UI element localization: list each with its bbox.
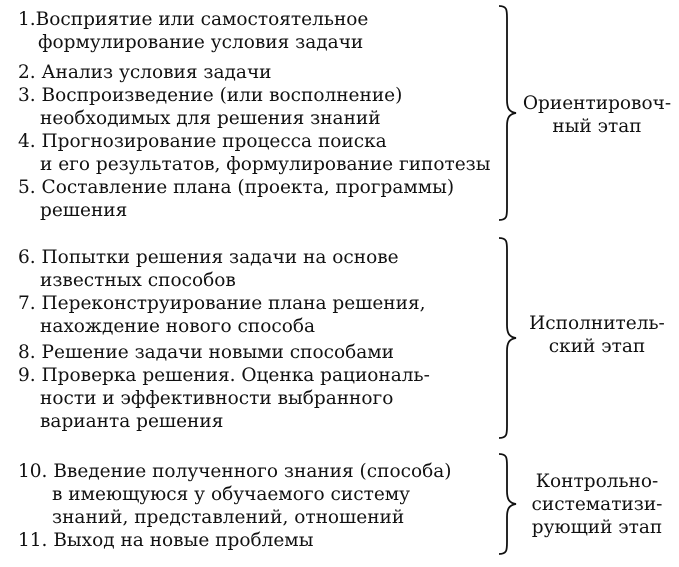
stage-label-line: ский этап [548,336,646,357]
step-number: 6. [18,247,36,268]
step-number: 7. [18,293,36,314]
step-number: 8. [18,342,36,363]
step-number: 10. [18,461,48,482]
step-11 [0,529,500,552]
stage-label-executive [522,312,672,358]
step-number: 11. [18,530,48,551]
step-2 [0,61,500,84]
step-text: Попытки решения задачи на основе [41,247,399,268]
step-text-continued: знаний, представлений, отношений [52,507,405,528]
step-text: Анализ условия задачи [41,62,272,83]
step-text: Решение задачи новыми способами [41,342,394,363]
stage-label-orienting [522,92,672,138]
step-number: 3. [18,85,36,106]
step-text: Выход на новые проблемы [53,530,314,551]
step-text: Восприятие или самостоятельное [35,9,369,30]
step-10 [0,460,500,529]
step-text-continued: необходимых для решения знаний [40,108,381,129]
stage-label-line: Контрольно- [535,471,659,492]
step-6 [0,246,500,292]
step-text: Составление плана (проекта, программы) [41,177,455,198]
step-8 [0,341,500,364]
step-text-continued: ности и эффективности выбранного [40,388,394,409]
stage-label-line: рующий этап [531,517,663,538]
stage-label-line: ный этап [552,116,642,137]
brace-orienting [496,4,518,222]
step-text-continued: решения [40,200,128,221]
step-7 [0,292,500,338]
step-text: Введение полученного знания (способа) [53,461,452,482]
brace-executive [496,236,518,440]
step-text-continued: формулирование условия задачи [38,32,364,53]
step-3 [0,84,500,130]
step-text-continued: и его результатов, формулирование гипотезы [40,154,491,175]
right-curly-brace-icon [496,452,518,556]
step-5 [0,176,500,222]
step-text-continued: нахождение нового способа [40,316,316,337]
step-number: 5. [18,177,36,198]
step-number: 4. [18,131,36,152]
step-number: 1. [18,9,36,30]
stage-label-control [522,470,672,539]
step-text: Переконструирование плана решения, [41,293,426,314]
step-text: Прогнозирование процесса поиска [41,131,387,152]
step-4 [0,130,500,176]
step-text-continued: в имеющуюся у обучаемого систему [52,484,411,505]
stage-label-line: Исполнитель- [529,313,665,334]
step-9 [0,364,500,433]
step-1 [0,8,500,54]
stage-label-line: Ориентировоч- [522,93,672,114]
right-curly-brace-icon [496,236,518,440]
brace-control [496,452,518,556]
step-text: Воспроизведение (или восполнение) [41,85,403,106]
step-text: Проверка решения. Оценка рациональ- [41,365,430,386]
right-curly-brace-icon [496,4,518,222]
step-number: 2. [18,62,36,83]
step-text-continued: известных способов [40,270,236,291]
step-text-continued: варианта решения [40,411,224,432]
stage-label-line: систематизи- [531,494,663,515]
step-number: 9. [18,365,36,386]
